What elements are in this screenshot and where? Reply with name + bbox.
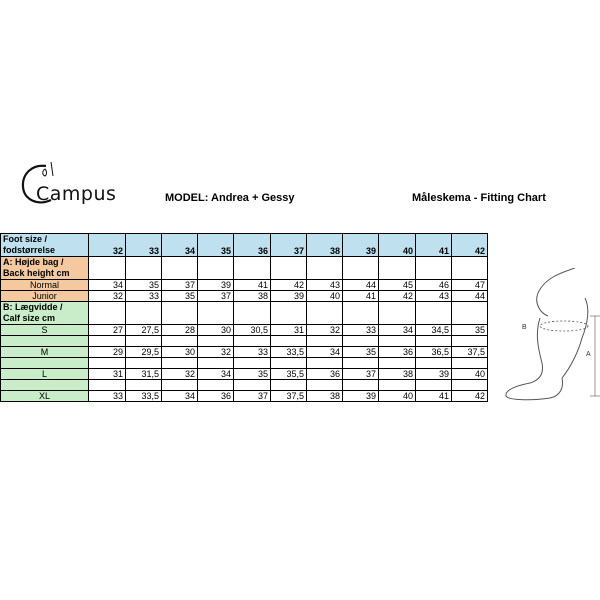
- junior-row: Junior 32 33 35 37 38 39 40 41 42 43 44: [1, 291, 488, 302]
- calf-value-cell: 33,5: [271, 347, 307, 358]
- size-cell: 38: [307, 234, 343, 257]
- normal-row: Normal 34 35 37 39 41 42 43 44 45 46 47: [1, 280, 488, 291]
- calf-value-cell: 35: [234, 369, 271, 380]
- calf-value-cell: 36,5: [416, 347, 452, 358]
- calf-value-cell: 29: [89, 347, 126, 358]
- size-cell: 32: [89, 234, 126, 257]
- calf-value-cell: 34: [307, 347, 343, 358]
- size-cell: 37: [271, 234, 307, 257]
- spacer-row: [1, 358, 488, 369]
- calf-value-cell: 31: [271, 325, 307, 336]
- calf-value-cell: 41: [416, 391, 452, 402]
- leg-measurement-diagram: [500, 268, 600, 408]
- label-a: A: [586, 351, 591, 358]
- section-a-label: A: Højde bag / Back height cm: [1, 257, 89, 280]
- calf-value-cell: 27,5: [126, 325, 162, 336]
- calf-row-xl: [1, 391, 488, 402]
- calf-value-cell: 36: [198, 391, 234, 402]
- calf-value-cell: 35: [452, 325, 488, 336]
- calf-size-label: L: [1, 369, 89, 380]
- calf-value-cell: 37,5: [452, 347, 488, 358]
- calf-value-cell: 35: [343, 347, 379, 358]
- calf-value-cell: 38: [307, 391, 343, 402]
- spacer-row: [1, 336, 488, 347]
- calf-value-cell: 31,5: [126, 369, 162, 380]
- calf-value-cell: 40: [452, 369, 488, 380]
- spacer-row: [1, 380, 488, 391]
- calf-value-cell: 34: [198, 369, 234, 380]
- calf-value-cell: 34: [162, 391, 198, 402]
- brand-name: Campus: [36, 183, 117, 205]
- calf-value-cell: 35,5: [271, 369, 307, 380]
- fitting-chart-title: Måleskema - Fitting Chart: [412, 192, 546, 204]
- calf-value-cell: 42: [452, 391, 488, 402]
- size-cell: 36: [234, 234, 271, 257]
- calf-value-cell: 33: [234, 347, 271, 358]
- fitting-chart-table: [0, 233, 488, 402]
- normal-label: Normal: [1, 280, 89, 291]
- calf-value-cell: 40: [379, 391, 416, 402]
- calf-value-cell: 30: [198, 325, 234, 336]
- calf-value-cell: 32: [307, 325, 343, 336]
- size-cell: 39: [343, 234, 379, 257]
- calf-value-cell: 32: [198, 347, 234, 358]
- calf-size-label: S: [1, 325, 89, 336]
- calf-size-label: M: [1, 347, 89, 358]
- size-cell: 35: [198, 234, 234, 257]
- calf-value-cell: 38: [379, 369, 416, 380]
- calf-value-cell: 39: [416, 369, 452, 380]
- calf-value-cell: 37: [234, 391, 271, 402]
- calf-row-s: [1, 325, 488, 336]
- calf-value-cell: 34: [379, 325, 416, 336]
- calf-value-cell: 36: [379, 347, 416, 358]
- junior-label: Junior: [1, 291, 89, 302]
- size-cell: 40: [379, 234, 416, 257]
- section-a-row: [1, 257, 488, 280]
- size-header-row: [1, 234, 488, 257]
- calf-value-cell: 36: [307, 369, 343, 380]
- calf-value-cell: 33,5: [126, 391, 162, 402]
- calf-value-cell: 37,5: [271, 391, 307, 402]
- calf-value-cell: 34,5: [416, 325, 452, 336]
- calf-value-cell: 27: [89, 325, 126, 336]
- calf-row-m: [1, 347, 488, 358]
- size-cell: 42: [452, 234, 488, 257]
- calf-row-l: [1, 369, 488, 380]
- size-cell: 34: [162, 234, 198, 257]
- calf-value-cell: 33: [89, 391, 126, 402]
- size-cell: 41: [416, 234, 452, 257]
- calf-value-cell: 29,5: [126, 347, 162, 358]
- calf-value-cell: 32: [162, 369, 198, 380]
- calf-value-cell: 28: [162, 325, 198, 336]
- calf-value-cell: 31: [89, 369, 126, 380]
- size-cell: 33: [126, 234, 162, 257]
- section-b-row: [1, 302, 488, 325]
- label-b: B: [522, 324, 527, 331]
- section-b-label: B: Lægvidde / Calf size cm: [1, 302, 89, 325]
- calf-value-cell: 39: [343, 391, 379, 402]
- size-header-label: Foot size / fodstørrelse: [1, 234, 89, 257]
- calf-value-cell: 37: [343, 369, 379, 380]
- model-title: MODEL: Andrea + Gessy: [165, 192, 295, 204]
- calf-size-label: XL: [1, 391, 89, 402]
- calf-value-cell: 33: [343, 325, 379, 336]
- calf-value-cell: 30,5: [234, 325, 271, 336]
- calf-value-cell: 30: [162, 347, 198, 358]
